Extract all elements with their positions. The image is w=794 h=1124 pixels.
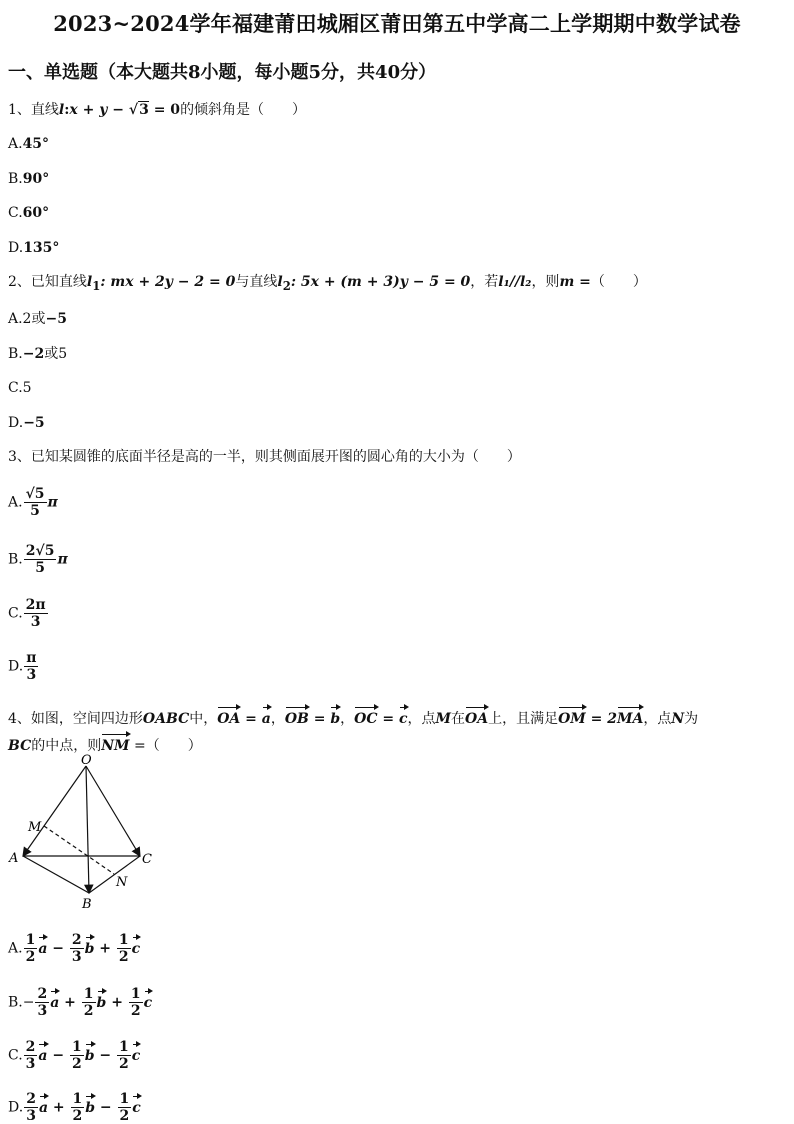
q2-mid: 与直线 xyxy=(235,274,278,290)
q4-vec-ob: OB xyxy=(284,711,309,727)
q2-option-a-value: −5 xyxy=(45,311,67,327)
q4-b-d3: 2 xyxy=(130,1003,141,1019)
q4-a-n1: 1 xyxy=(25,932,36,948)
q4-b-d1: 3 xyxy=(37,1003,48,1019)
q3-option-a[interactable] xyxy=(8,486,58,519)
q3-option-d-fraction xyxy=(24,650,38,683)
q2-l1-sub: 1 xyxy=(92,278,101,293)
q4-d-vec-b: b xyxy=(85,1099,96,1116)
q3-b-pi: π xyxy=(57,551,68,568)
q4-c-vec-c: c xyxy=(131,1047,141,1064)
q4-c-label: C. xyxy=(8,1047,23,1064)
q2-option-d[interactable] xyxy=(8,413,45,433)
tetrahedron-figure xyxy=(6,752,166,912)
q1-eq-b: = 0 xyxy=(148,102,181,118)
section-heading: 一、单选题（本大题共8小题，每小题5分，共40分） xyxy=(8,62,437,83)
q4-d-vec-a: a xyxy=(38,1099,49,1116)
q2-l2: l xyxy=(277,274,283,290)
q2-l1: l xyxy=(86,274,93,290)
q4-b-vec-c: c xyxy=(143,994,153,1011)
q4-vec-oa: OA xyxy=(217,711,241,727)
q1-colon: : xyxy=(64,102,70,118)
q3-option-d-label: D. xyxy=(8,658,24,675)
q4-b-frac2 xyxy=(82,986,96,1019)
q1-option-b[interactable] xyxy=(8,169,49,189)
q4-a-frac3 xyxy=(117,932,131,965)
q4-d-n2: 1 xyxy=(72,1091,83,1107)
q4-a-d2: 3 xyxy=(71,949,82,965)
q4-d-d3: 2 xyxy=(119,1108,130,1124)
label-c: C xyxy=(142,852,152,867)
q4-comma-3: ， xyxy=(407,711,422,727)
q4-d-vec-c: c xyxy=(132,1099,141,1116)
q4-b-op1: + xyxy=(59,994,81,1011)
q4-b-vec-a: a xyxy=(50,994,60,1011)
q4-c-vec-a: a xyxy=(38,1047,48,1064)
q1-option-d-value: 135° xyxy=(23,240,60,256)
q4-t7: 为 xyxy=(684,711,699,727)
q2-cond: ，若 xyxy=(470,274,499,290)
q4-c-frac2 xyxy=(70,1039,84,1072)
q3-d-den: 3 xyxy=(26,667,37,683)
q4-vec-om: OM xyxy=(558,711,586,727)
q4-vec-oc: OC xyxy=(354,711,378,727)
q4-vec-ma: MA xyxy=(617,711,644,727)
q4-vec-b: b xyxy=(330,711,341,727)
q3-c-den: 3 xyxy=(30,614,41,630)
q4-a-vec-b: b xyxy=(84,940,95,957)
q3-b-den: 5 xyxy=(35,560,45,576)
q4-option-b[interactable] xyxy=(8,986,152,1019)
q1-option-a[interactable] xyxy=(8,134,49,154)
q4-comma-2: ， xyxy=(340,711,355,727)
q1-option-a-label: A. xyxy=(8,136,23,152)
q4-b-frac1 xyxy=(35,986,49,1019)
q1-prefix: 1、直线 xyxy=(8,102,59,118)
question-3-stem: 3、已知某圆锥的底面半径是高的一半，则其侧面展开图的圆心角的大小为（ ） xyxy=(8,449,521,465)
q4-b-n2: 1 xyxy=(83,986,94,1002)
q4-option-a[interactable] xyxy=(8,932,140,965)
q2-prefix: 2、已知直线 xyxy=(8,274,87,290)
label-n: N xyxy=(116,875,128,890)
q4-option-d[interactable] xyxy=(8,1091,141,1124)
q4-b-vec-b: b xyxy=(96,994,107,1011)
q1-suffix: 的倾斜角是（ ） xyxy=(180,102,307,118)
q4-vec-oa-2: OA xyxy=(465,711,489,727)
q3-option-a-label: A. xyxy=(8,494,23,511)
q2-option-c[interactable]: C.5 xyxy=(8,380,32,396)
q4-t2: 中， xyxy=(189,711,218,727)
q2-option-b-label: B. xyxy=(8,346,23,362)
q2-then: ，则 xyxy=(531,274,560,290)
q1-option-c[interactable] xyxy=(8,203,49,223)
q1-eq-a: x + y − xyxy=(69,102,129,118)
q4-a-label: A. xyxy=(8,940,23,957)
q3-a-num: √5 xyxy=(25,486,45,502)
q2-option-a[interactable] xyxy=(8,309,67,329)
q3-option-c-label: C. xyxy=(8,605,23,622)
q4-c-vec-b: b xyxy=(84,1047,95,1064)
segment-mn xyxy=(44,826,114,874)
q2-blank: （ ） xyxy=(590,274,647,290)
q2-option-b-suffix: 或5 xyxy=(44,346,68,362)
q1-sqrt-sign: √ xyxy=(128,102,139,118)
q3-option-a-fraction xyxy=(24,486,47,519)
q4-a-d3: 2 xyxy=(118,949,129,965)
q4-d-n3: 1 xyxy=(119,1091,130,1107)
q3-c-num: 2π xyxy=(25,597,46,613)
edge-oa xyxy=(23,766,86,856)
q4-a-frac1 xyxy=(24,932,38,965)
q4-comma-1: ， xyxy=(270,711,285,727)
q4-d-d2: 2 xyxy=(72,1108,83,1124)
question-4-stem-line1 xyxy=(8,709,698,729)
q4-b-n3: 1 xyxy=(130,986,141,1002)
q3-a-pi: π xyxy=(47,494,58,511)
q2-option-d-value: −5 xyxy=(23,415,45,431)
q4-t3: 点 xyxy=(421,711,436,727)
q4-d-d1: 3 xyxy=(26,1108,36,1124)
q4-a-op2: + xyxy=(94,940,116,957)
q2-m: m = xyxy=(559,274,591,290)
q4-eq-1: = xyxy=(240,711,262,727)
q3-option-c-fraction xyxy=(24,597,48,630)
q4-c-frac1 xyxy=(24,1039,38,1072)
q2-option-b[interactable] xyxy=(8,344,67,364)
q4-a-vec-a: a xyxy=(38,940,48,957)
q4-a-op1: − xyxy=(47,940,69,957)
q4-b-label: B.− xyxy=(8,994,35,1011)
q4-c-frac3 xyxy=(117,1039,131,1072)
q3-option-b-fraction xyxy=(24,543,57,576)
q1-option-d[interactable] xyxy=(8,238,59,258)
q4-b-frac3 xyxy=(129,986,143,1019)
q4-t4: 在 xyxy=(451,711,466,727)
q4-eq2: = 2 xyxy=(585,711,618,727)
q3-b-num: 2√5 xyxy=(25,543,55,559)
q2-eq2: : 5x + (m + 3)y − 5 = 0 xyxy=(290,274,471,290)
q3-option-b-label: B. xyxy=(8,551,23,568)
label-m: M xyxy=(28,820,42,835)
q2-option-a-label: A.2或 xyxy=(8,311,46,327)
q4-t1: 4、如图，空间四边形 xyxy=(8,711,143,727)
q4-n: N xyxy=(671,711,685,727)
q4-t6: ，点 xyxy=(643,711,672,727)
q4-d-frac3 xyxy=(118,1091,132,1124)
q4-option-c[interactable] xyxy=(8,1039,140,1072)
q4-vec-c: c xyxy=(398,711,408,727)
q4-d-frac1 xyxy=(24,1091,38,1124)
q4-d-op2: − xyxy=(95,1099,117,1116)
label-o: O xyxy=(81,753,92,768)
q4-c-d2: 2 xyxy=(71,1056,82,1072)
q4-c-d3: 2 xyxy=(119,1056,129,1072)
q2-option-b-value: −2 xyxy=(22,346,45,362)
page-title: 2023~2024学年福建莆田城厢区莆田第五中学高二上学期期中数学试卷 xyxy=(53,11,741,36)
q4-eq-3: = xyxy=(377,711,399,727)
q1-option-c-value: 60° xyxy=(22,205,50,221)
q4-a-frac2 xyxy=(70,932,84,965)
q3-d-num: π xyxy=(26,650,37,666)
q1-radicand: 3 xyxy=(139,102,149,118)
q3-option-c[interactable] xyxy=(8,597,49,630)
q1-option-a-value: 45° xyxy=(22,136,50,152)
q4-c-op1: − xyxy=(47,1047,69,1064)
edge-oc xyxy=(86,766,140,856)
q4-b-n1: 2 xyxy=(37,986,48,1002)
q4-m: M xyxy=(435,711,452,727)
q4-d-label: D. xyxy=(8,1099,24,1116)
q2-option-d-label: D. xyxy=(8,415,24,431)
question-1-stem xyxy=(8,100,306,120)
q4-d-frac2 xyxy=(71,1091,85,1124)
q1-option-d-label: D. xyxy=(8,240,24,256)
q4-b-op2: + xyxy=(106,994,128,1011)
edge-ob xyxy=(86,766,89,893)
q2-parallel: l₁//l₂ xyxy=(498,274,532,290)
q1-option-b-label: B. xyxy=(8,171,23,187)
q4-a-d1: 2 xyxy=(25,949,36,965)
q4-blank: =（ ） xyxy=(129,738,202,754)
q2-eq1: : mx + 2y − 2 = 0 xyxy=(100,274,236,290)
q4-t8: 的中点，则 xyxy=(31,738,102,754)
q4-a-n3: 1 xyxy=(118,932,129,948)
q4-c-op2: − xyxy=(94,1047,117,1064)
q4-c-d1: 3 xyxy=(25,1056,36,1072)
q4-t5: 上，且满足 xyxy=(488,711,559,727)
q1-line-name: l xyxy=(58,102,65,118)
q1-option-c-label: C. xyxy=(8,205,23,221)
q4-d-n1: 2 xyxy=(26,1091,36,1107)
question-2-stem xyxy=(8,272,647,296)
q4-eq-2: = xyxy=(308,711,331,727)
q4-d-op1: + xyxy=(48,1099,70,1116)
q3-option-d[interactable] xyxy=(8,650,39,683)
q4-vec-a: a xyxy=(261,711,271,727)
q4-c-n1: 2 xyxy=(25,1039,36,1055)
q4-oabc: OABC xyxy=(142,711,190,727)
q4-b-d2: 2 xyxy=(83,1003,94,1019)
q4-bc: BC xyxy=(8,738,32,754)
q4-c-n2: 1 xyxy=(71,1039,82,1055)
q4-vec-nm: NM xyxy=(101,738,130,754)
edge-ab xyxy=(23,856,89,893)
q1-option-b-value: 90° xyxy=(22,171,50,187)
q4-c-n3: 1 xyxy=(119,1039,129,1055)
label-a: A xyxy=(9,851,19,866)
q4-a-n2: 2 xyxy=(71,932,82,948)
q3-a-den: 5 xyxy=(30,503,40,519)
q4-a-vec-c: c xyxy=(131,940,141,957)
q2-l2-sub: 2 xyxy=(282,278,291,293)
q3-option-b[interactable] xyxy=(8,543,68,576)
label-b: B xyxy=(82,897,92,912)
